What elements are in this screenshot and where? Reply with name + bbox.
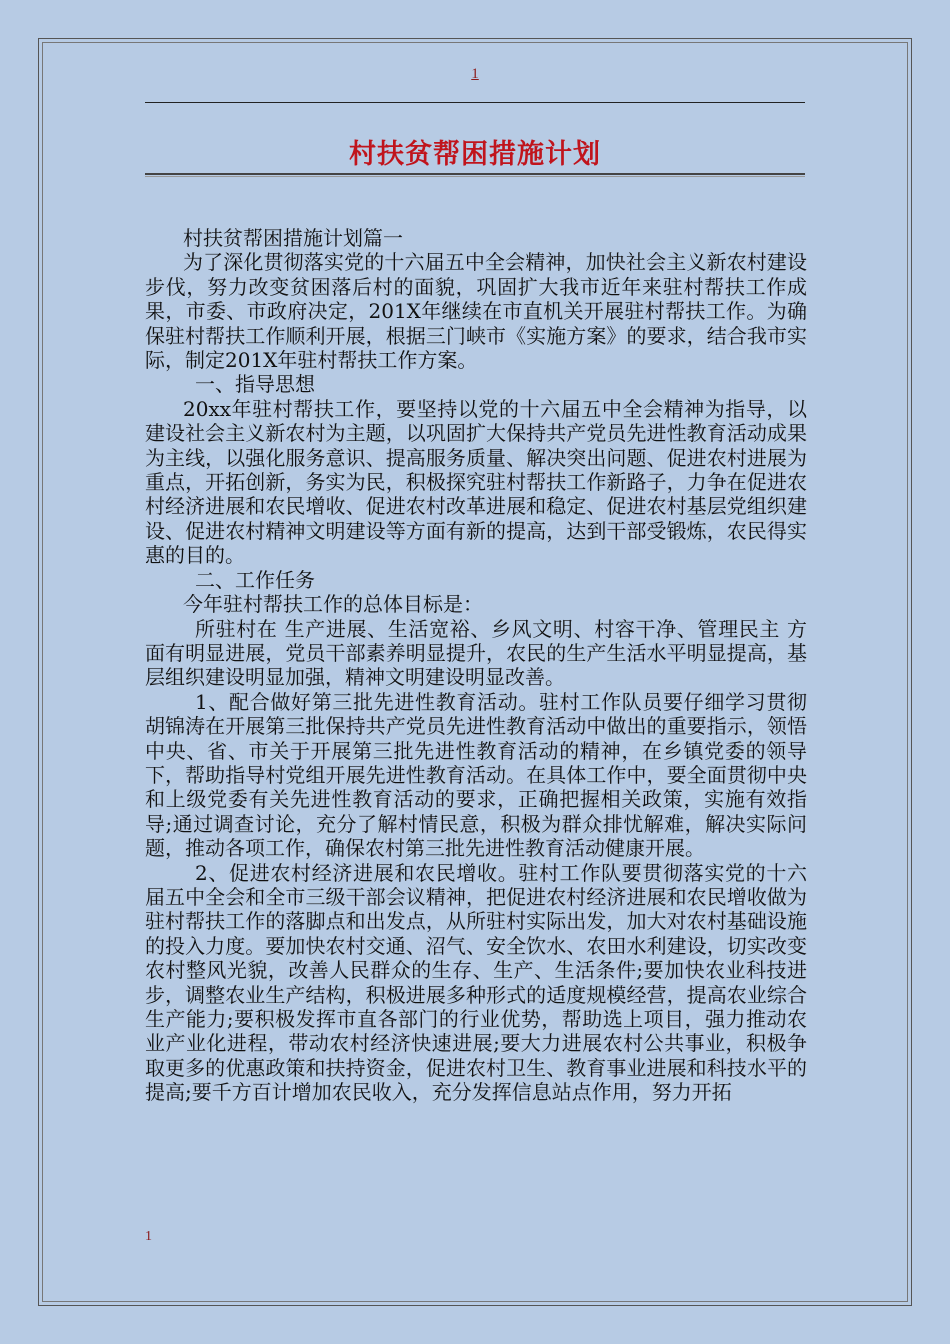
header-rule xyxy=(145,102,805,103)
document-body xyxy=(145,226,807,1105)
section-heading: 一、指导思想 xyxy=(195,372,315,397)
paragraph: 今年驻村帮扶工作的总体目标是： xyxy=(183,592,483,617)
paragraph: 村扶贫帮困措施计划篇一 xyxy=(183,226,403,250)
paragraph: 所驻村在 生产进展、生活宽裕、乡风文明、村容干净、管理民主 方面有明显进展，党员干部素养明显提升，农民的生产生活水平明显提高，基层组织建设明显加强，精神文明建设明显改善。 xyxy=(145,616,807,690)
paragraph: 2、促进农村经济进展和农民增收。驻村工作队要贯彻落实党的十六届五中全会和全市三级干部会议精神，把促进农村经济进展和农民增收做为驻村帮扶工作的落脚点和出发点，从所驻村实际出发，加大对农村基础设施的投入力度。要加快农村交通、沼气、安全饮水、农田水利建设，切实改变农村整风光貌，改善人民群众的生存、生产、生活条件;要加快农业科技进步，调整农业生产结构，积极进展多种形式的适度规模经营，提高农业综合生产能力;要积极发挥市直各部门的行业优势，帮助选上项目，强力推动农业产业化进程，带动农村经济快速进展;要大力进展农村公共事业，积极争取更多的优惠政策和扶持资金，促进农村卫生、教育事业进展和科技水平的提高;要千方百计增加农民收入，充分发挥信息站点作用，努力开拓 xyxy=(145,860,807,1105)
paragraph: 20xx年驻村帮扶工作，要坚持以党的十六届五中全会精神为指导，以建设社会主义新农村为主题，以巩固扩大保持共产党员先进性教育活动成果为主线，以强化服务意识、提高服务质量、解决突出问题、促进农村进展为重点，开拓创新，务实为民，积极探究驻村帮扶工作新路子，力争在促进农村经济进展和农民增收、促进农村改革进展和稳定、促进农村基层党组织建设、促进农村精神文明建设等方面有新的提高，达到干部受锻炼，农民得实惠的目的。 xyxy=(145,396,807,568)
paragraph: 1、配合做好第三批先进性教育活动。驻村工作队员要仔细学习贯彻胡锦涛在开展第三批保持共产党员先进性教育活动中做出的重要指示，领悟中央、省、市关于开展第三批先进性教育活动的精神，在乡镇党委的领导下，帮助指导村党组开展先进性教育活动。在具体工作中，要全面贯彻中央和上级党委有关先进性教育活动的要求，正确把握相关政策，实施有效指导;通过调查讨论，充分了解村情民意，积极为群众排忧解难，解决实际问题，推动各项工作，确保农村第三批先进性教育活动健康开展。 xyxy=(145,689,807,861)
paragraph: 为了深化贯彻落实党的十六届五中全会精神，加快社会主义新农村建设步伐，努力改变贫困落后村的面貌，巩固扩大我市近年来驻村帮扶工作成果，市委、市政府决定，201X年继续在市直机关开展驻村帮扶工作。为确保驻村帮扶工作顺利开展，根据三门峡市《实施方案》的要求，结合我市实际，制定201X年驻村帮扶工作方案。 xyxy=(145,250,807,373)
footer-page-number: 1 xyxy=(145,1229,152,1244)
header-page-number: 1 xyxy=(471,66,479,82)
title-rule xyxy=(145,173,805,177)
section-heading: 二、工作任务 xyxy=(195,567,315,592)
document-title: 村扶贫帮困措施计划 xyxy=(349,139,601,170)
